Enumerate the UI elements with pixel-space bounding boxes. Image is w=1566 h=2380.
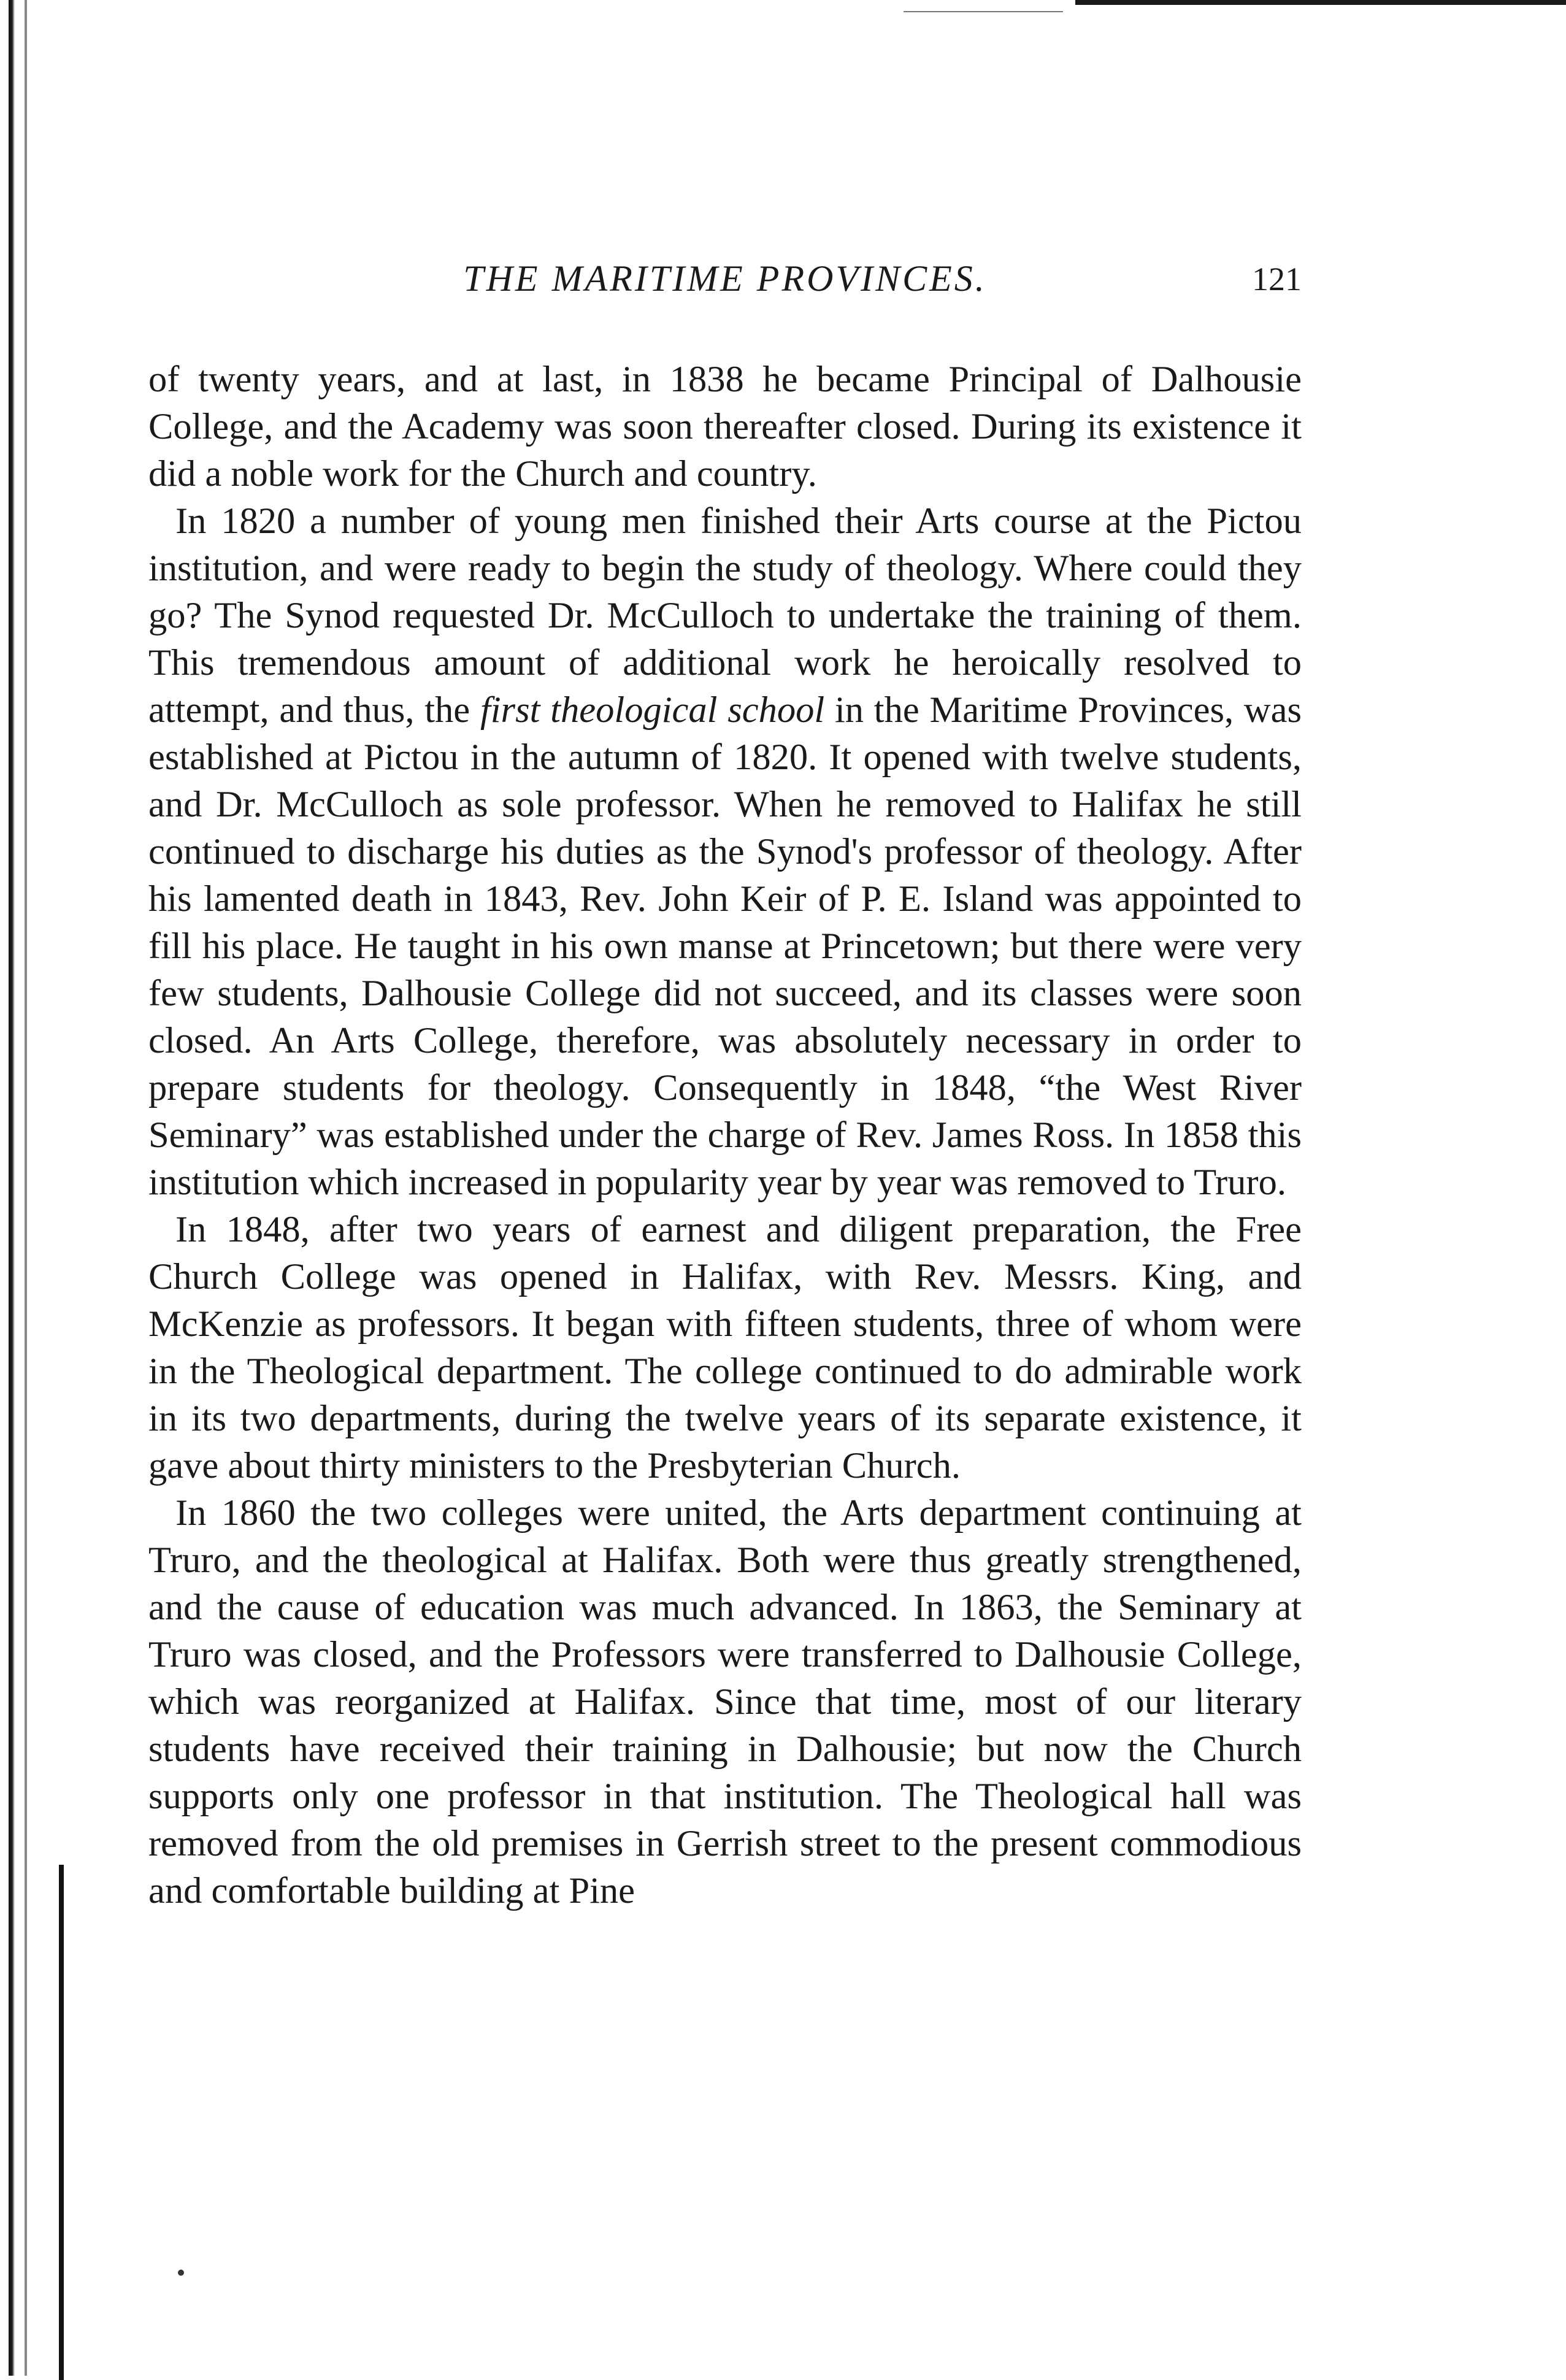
- scan-line-top: [904, 11, 1063, 12]
- paragraph-continuation: of twenty years, and at last, in 1838 he became Principal of Dalhousie College, and the Academy was soon thereafter closed. During its existence it did a noble work for the Church and country.: [148, 359, 1302, 494]
- paragraph-colleges-united: In 1860 the two colleges were united, the Arts department continuing at Truro, and the theological at Halifax. Both were thus greatly strengthened, and the cause of education was much advanced. In 1863, the Seminary at Truro was closed, and the Professors were transferred to Dalhousie College, which was reorganized at Halifax. Since that time, most of our literary students have received their training in Dalhousie; but now the Church supports only one professor in that institution. The Theological hall was removed from the old premises in Gerrish street to the present commodious and comfortable building at Pine: [148, 1492, 1302, 1911]
- body-text: [148, 356, 1302, 1914]
- scan-shadow-left-inner: [25, 0, 27, 2376]
- page-number: 121: [1252, 261, 1302, 298]
- running-title: THE MARITIME PROVINCES.: [463, 258, 987, 299]
- scan-shadow-left: [9, 0, 15, 2376]
- paragraph-theological-school: [148, 497, 1302, 1206]
- paragraph-text-before: In 1820 a number of young men finished their Arts course at the Pictou institution, and were ready to begin the study of theology. Where could they go? The Synod requested Dr. McCulloch to undertake the training of them. This tremendous amount of additional work he heroically resolved to attempt, and thus, the: [148, 501, 1302, 731]
- scan-shadow-top: [1075, 0, 1566, 5]
- paragraph-text-after: in the Maritime Provinces, was established at Pictou in the autumn of 1820. It opened with twelve students, and Dr. McCulloch as sole professor. When he removed to Halifax he still continued to discharge his duties as the Synod's professor of theology. After his lamented death in 1843, Rev. John Keir of P. E. Island was appointed to fill his place. He taught in his own manse at Princetown; but there were very few students, Dalhousie College did not succeed, and its classes were soon closed. An Arts College, therefore, was absolutely necessary in order to prepare students for theology. Consequently in 1848, “the West River Seminary” was established under the charge of Rev. James Ross. In 1858 this institution which increased in popularity year by year was removed to Truro.: [148, 689, 1302, 1203]
- paragraph-free-church-college: In 1848, after two years of earnest and diligent preparation, the Free Church College was opened in Halifax, with Rev. Messrs. King, and McKenzie as professors. It began with fifteen students, three of whom were in the Theological department. The college continued to do admirable work in its two departments, during the twelve years of its separate existence, it gave about thirty ministers to the Presbyterian Church.: [148, 1209, 1302, 1486]
- running-head: [148, 258, 1302, 319]
- book-page: [148, 258, 1302, 1914]
- scan-stray-mark: [59, 1865, 64, 2380]
- paragraph-italic-phrase: first theological school: [480, 689, 825, 731]
- scan-stray-dot: [178, 2270, 184, 2276]
